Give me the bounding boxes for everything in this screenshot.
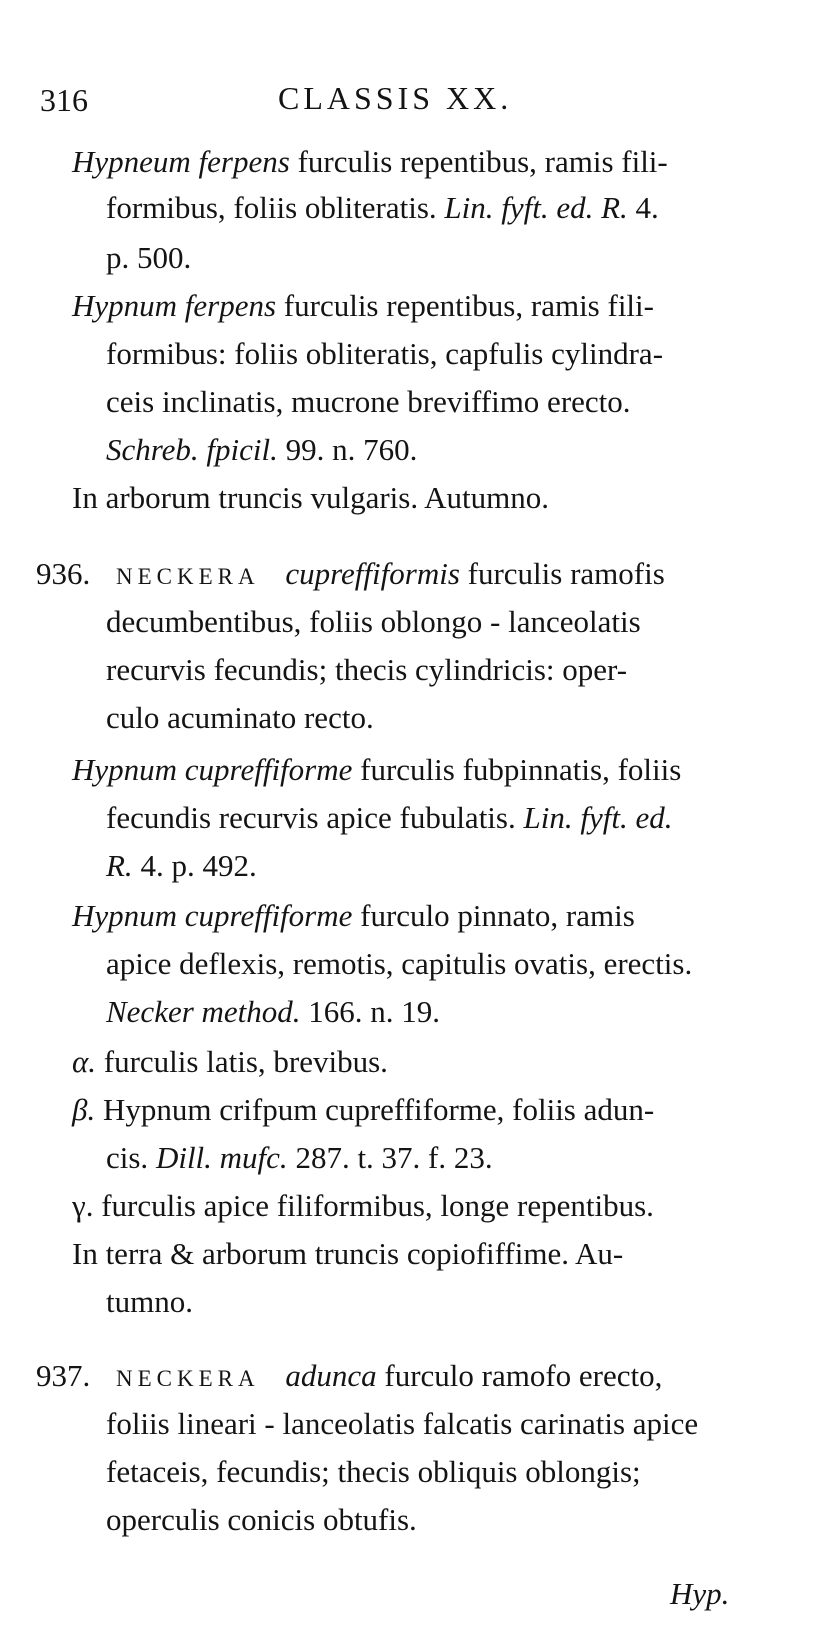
description-text: recurvis fecundis; thecis cylindricis: oper- [106,652,628,687]
citation-number: 4. p. 492. [132,848,257,883]
citation-number: 4. [627,190,659,225]
text-line [106,236,191,280]
description-text: culo acuminato recto. [106,700,374,735]
genus-name: NECKERA [116,564,260,589]
text-line [106,1450,641,1494]
citation-number: 166. n. 19. [300,994,441,1029]
habitat-text: tumno. [106,1284,193,1319]
variety-line [72,1184,654,1228]
entry-number: 936. [36,556,91,591]
text-line [106,380,631,424]
citation-text: R. [106,848,133,883]
description-text: operculis conicis obtufis. [106,1502,417,1537]
description-text: furculis latis, brevibus. [96,1044,388,1079]
text-line [106,696,374,740]
page-number: 316 [40,82,88,118]
description-text: Hypnum crifpum cupreffiforme, foliis adun- [95,1092,655,1127]
entry-number: 937. [36,1358,91,1393]
description-text: fecundis recurvis apice fubulatis. [106,800,524,835]
text-line [106,600,641,644]
description-text: furculis repentibus, ramis fili- [289,144,668,179]
species-name: Hypnum cupreffiforme [72,898,353,933]
description-text: furculis apice filiformibus, longe repentibus. [93,1188,654,1223]
running-title: CLASSIS XX. [278,80,513,116]
citation-text: Lin. fyft. ed. [523,800,673,835]
description-text: furculis repentibus, ramis fili- [276,288,654,323]
habitat-text: In terra & arborum truncis copiofiffime. Au- [72,1236,624,1271]
description-text: formibus, foliis obliteratis. [106,190,445,225]
description-text: furculis fubpinnatis, foliis [352,752,682,787]
text-line [106,332,663,376]
text-line [72,894,635,938]
habitat-text: In arborum truncis vulgaris. Autumno. [72,480,549,515]
species-epithet: adunca [285,1358,377,1393]
habitat-line [72,476,549,520]
habitat-line [72,1232,623,1276]
text-line [72,284,654,328]
text-line [106,1136,493,1180]
variety-line [72,1040,388,1084]
habitat-line [106,1280,193,1324]
description-text: formibus: foliis obliteratis, capfulis cylindra- [106,336,664,371]
description-text: apice deflexis, remotis, capitulis ovatis, erectis. [106,946,693,981]
citation-number: 287. t. 37. f. 23. [287,1140,493,1175]
description-text: decumbentibus, foliis oblongo - lanceolatis [106,604,641,639]
text-line [106,186,659,230]
entry-heading-line [36,552,665,599]
citation-number: 99. n. 760. [277,432,418,467]
text-line [106,428,417,472]
species-name: Hypnum cupreffiforme [72,752,353,787]
text-line [106,1402,698,1446]
description-text: cis. [106,1140,156,1175]
citation-text: Necker method. [106,994,301,1029]
catchword: Hyp. [670,1576,730,1611]
citation-text: Dill. mufc. [155,1140,288,1175]
text-line [72,748,681,792]
text-line [106,1498,417,1542]
entry-heading-line [36,1354,662,1401]
description-text: foliis lineari - lanceolatis falcatis carinatis apice [106,1406,699,1441]
text-line [106,796,672,840]
description-text: furculo ramofo erecto, [376,1358,663,1393]
text-line [106,942,692,986]
variety-line [72,1088,654,1132]
text-line [72,140,668,184]
description-text: fetaceis, fecundis; thecis obliquis oblongis; [106,1454,641,1489]
description-text: furculis ramofis [459,556,665,591]
species-epithet: cupreffiformis [285,556,460,591]
description-text: furculo pinnato, ramis [352,898,635,933]
species-name: Hypnum ferpens [72,288,277,323]
genus-name: NECKERA [116,1366,260,1391]
description-text: ceis inclinatis, mucrone breviffimo erecto. [106,384,631,419]
text-line [106,844,257,888]
citation-text: Lin. fyft. ed. R. [444,190,628,225]
variety-marker: γ. [72,1188,94,1223]
variety-marker: α. [72,1044,97,1079]
species-name: Hypneum ferpens [72,144,290,179]
text-line [106,990,440,1034]
text-line [106,648,627,692]
citation-text: Schreb. fpicil. [106,432,278,467]
citation-number: p. 500. [106,240,192,275]
variety-marker: β. [72,1092,96,1127]
